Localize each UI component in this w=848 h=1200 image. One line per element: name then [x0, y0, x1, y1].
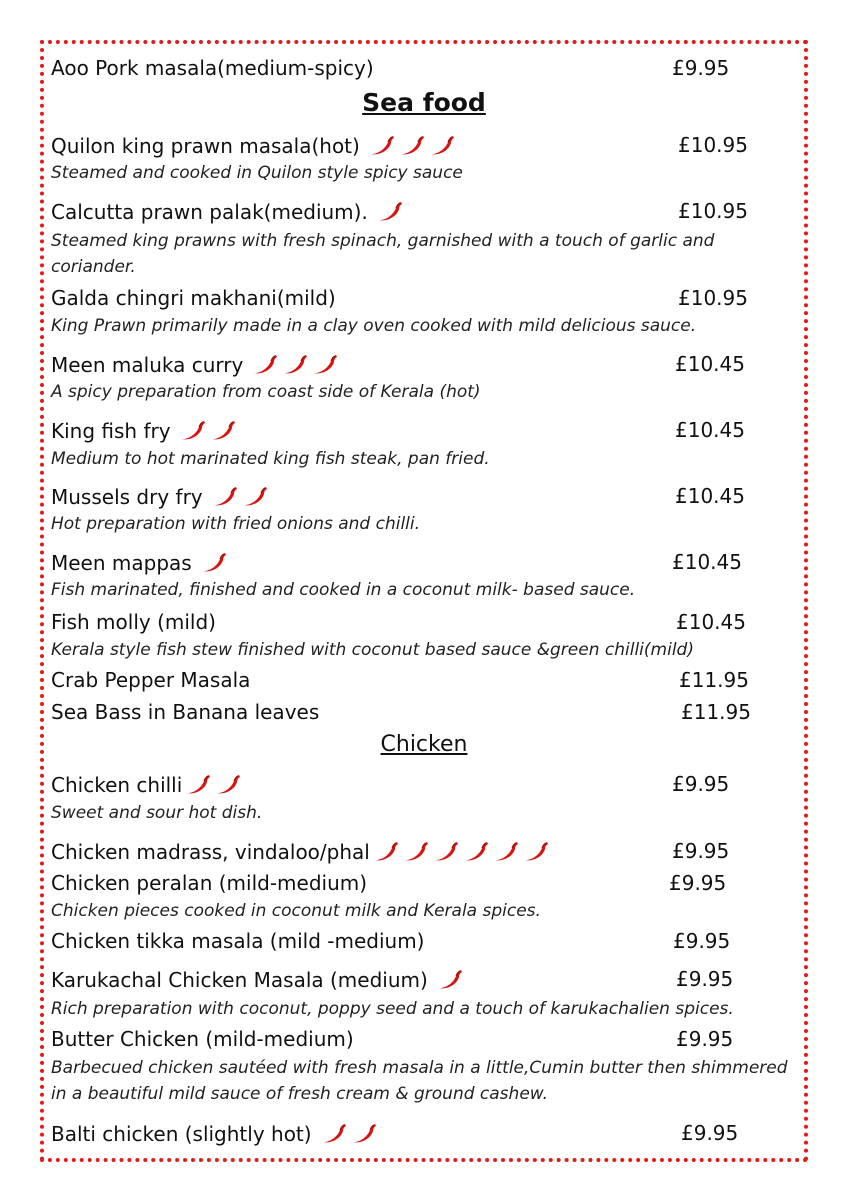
section-title-chicken: Chicken	[380, 732, 468, 757]
chili-pepper-icon	[396, 133, 426, 157]
menu-item-description: Sweet and sour hot dish.	[51, 803, 263, 823]
chili-pepper-icon	[490, 839, 520, 863]
menu-item-name: Mussels dry fry	[51, 484, 269, 513]
menu-item-price: £10.45	[672, 550, 742, 574]
menu-item-price: £11.95	[681, 700, 751, 724]
menu-item-description: Medium to hot marinated king fish steak, pan fried.	[51, 449, 490, 469]
menu-item-price: £9.95	[681, 1121, 739, 1145]
chili-pepper-icon	[249, 352, 279, 376]
menu-item-description: Steamed and cooked in Quilon style spicy sauce	[51, 163, 463, 183]
chili-pepper-icon	[279, 352, 309, 376]
chili-pepper-icon	[212, 772, 242, 796]
menu-item-name: Butter Chicken (mild-medium)	[51, 1027, 354, 1051]
chili-rating	[318, 1121, 378, 1150]
menu-item-price: £10.95	[678, 286, 748, 310]
chili-pepper-icon	[426, 133, 456, 157]
menu-item-name: Sea Bass in Banana leaves	[51, 700, 320, 724]
menu-item-price: £9.95	[672, 839, 730, 863]
menu-item-name: Chicken peralan (mild-medium)	[51, 871, 368, 895]
menu-item-description: A spicy preparation from coast side of Kerala (hot)	[51, 382, 481, 402]
menu-item-price: £9.95	[672, 56, 730, 80]
chili-rating	[249, 352, 339, 381]
chili-pepper-icon	[239, 484, 269, 508]
chili-pepper-icon	[400, 839, 430, 863]
menu-item-name: Balti chicken (slightly hot)	[51, 1121, 378, 1150]
section-title-seafood: Sea food	[362, 88, 486, 117]
menu-item-price: £10.95	[678, 133, 748, 157]
menu-item-name: Chicken madrass, vindaloo/phal	[51, 839, 550, 868]
chili-pepper-icon	[434, 967, 464, 991]
chili-rating	[366, 133, 456, 162]
chili-rating	[209, 484, 269, 513]
menu-item-price: £10.95	[678, 199, 748, 223]
chili-pepper-icon	[460, 839, 490, 863]
chili-pepper-icon	[366, 133, 396, 157]
chili-pepper-icon	[374, 199, 404, 223]
menu-item-name: Quilon king prawn masala(hot)	[51, 133, 456, 162]
menu-item-price: £9.95	[673, 929, 731, 953]
menu-item-description: Chicken pieces cooked in coconut milk and Kerala spices.	[51, 901, 541, 921]
chili-rating	[374, 199, 404, 228]
chili-rating	[182, 772, 242, 801]
menu-item-price: £10.45	[676, 610, 746, 634]
menu-item-description: Hot preparation with fried onions and chilli.	[51, 514, 421, 534]
menu-item-name: Meen mappas	[51, 550, 228, 579]
menu-item-price: £10.45	[675, 418, 745, 442]
chili-pepper-icon	[209, 484, 239, 508]
menu-item-description: Rich preparation with coconut, poppy seed and a touch of karukachalien spices.	[51, 999, 734, 1019]
chili-rating	[198, 550, 228, 579]
menu-item-name: Chicken chilli	[51, 772, 242, 801]
chili-pepper-icon	[182, 772, 212, 796]
chili-pepper-icon	[177, 418, 207, 442]
menu-item-name: Calcutta prawn palak(medium).	[51, 199, 404, 228]
menu-item-description: Kerala style fish stew finished with coconut based sauce &green chilli(mild)	[51, 640, 694, 660]
menu-item-description: Steamed king prawns with fresh spinach, garnished with a touch of garlic and coriander.	[51, 231, 715, 277]
chili-rating	[370, 839, 550, 868]
menu-item-price: £9.95	[672, 772, 730, 796]
menu-item-name: Meen maluka curry	[51, 352, 339, 381]
menu-item-price: £9.95	[669, 871, 727, 895]
menu-item-price: £10.45	[675, 352, 745, 376]
chili-pepper-icon	[430, 839, 460, 863]
chili-pepper-icon	[520, 839, 550, 863]
menu-item-price: £11.95	[679, 668, 749, 692]
menu-item-name: King fish fry	[51, 418, 237, 447]
menu-item-name: Karukachal Chicken Masala (medium)	[51, 967, 464, 996]
chili-rating	[177, 418, 237, 447]
chili-pepper-icon	[370, 839, 400, 863]
menu-item-name: Fish molly (mild)	[51, 610, 216, 634]
menu-item-name: Galda chingri makhani(mild)	[51, 286, 336, 310]
menu-item-name: Crab Pepper Masala	[51, 668, 251, 692]
menu-item-name: Chicken tikka masala (mild -medium)	[51, 929, 425, 953]
menu-item-description: Fish marinated, finished and cooked in a coconut milk- based sauce.	[51, 580, 636, 600]
menu-item-description: King Prawn primarily made in a clay oven cooked with mild delicious sauce.	[51, 316, 697, 336]
menu-item-price: £9.95	[676, 1027, 734, 1051]
chili-pepper-icon	[207, 418, 237, 442]
chili-pepper-icon	[318, 1121, 348, 1145]
chili-rating	[434, 967, 464, 996]
menu-item-description: Barbecued chicken sautéed with fresh masala in a little,Cumin butter then shimmered in a beautiful mild sauce of fresh cream & ground cashew.	[51, 1058, 788, 1104]
menu-item-price: £10.45	[675, 484, 745, 508]
chili-pepper-icon	[198, 550, 228, 574]
menu-item-price: £9.95	[676, 967, 734, 991]
chili-pepper-icon	[348, 1121, 378, 1145]
chili-pepper-icon	[309, 352, 339, 376]
menu-item-name: Aoo Pork masala(medium-spicy)	[51, 56, 374, 80]
